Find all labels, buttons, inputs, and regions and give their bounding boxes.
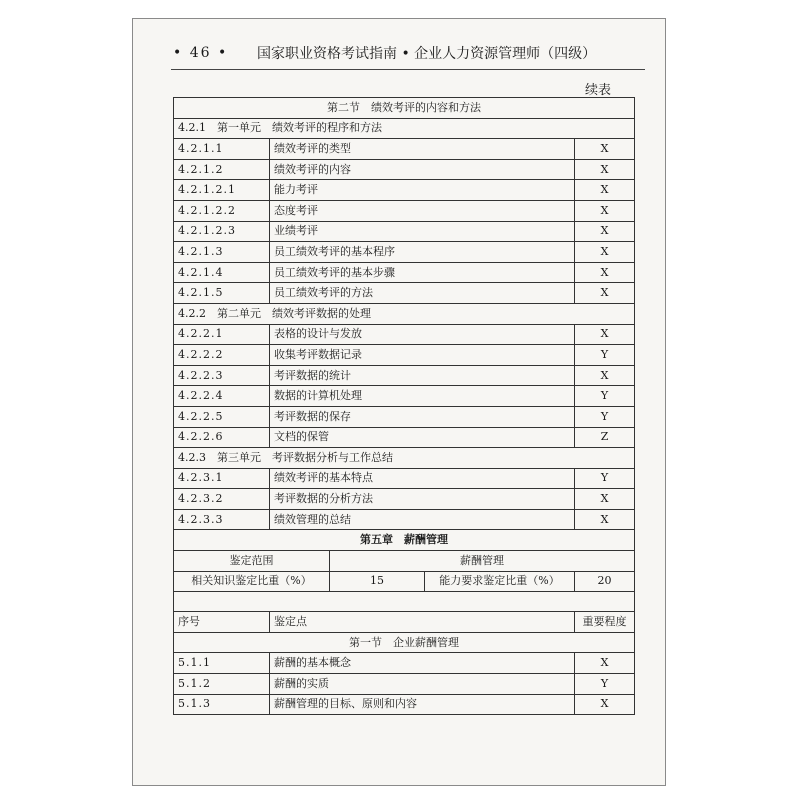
item-level: X — [575, 509, 635, 530]
item-level: X — [575, 221, 635, 242]
item-level: X — [575, 653, 635, 674]
section-title-cell: 第二节 绩效考评的内容和方法 — [174, 98, 635, 119]
table-row — [174, 489, 635, 510]
table-row — [174, 283, 635, 304]
table-row — [174, 180, 635, 201]
continued-label: 续表 — [585, 83, 612, 98]
table-row — [174, 427, 635, 448]
section-title-cell: 第一节 企业薪酬管理 — [174, 632, 635, 653]
item-code: 4.2.3.3 — [174, 509, 270, 530]
item-code: 4.2.1.4 — [174, 262, 270, 283]
item-point: 考评数据的分析方法 — [270, 489, 575, 510]
item-level: X — [575, 489, 635, 510]
table-row — [174, 365, 635, 386]
table-row — [174, 262, 635, 283]
scope-row — [174, 551, 635, 572]
assessment-table — [173, 97, 635, 715]
item-point: 薪酬的基本概念 — [270, 653, 575, 674]
item-level: Y — [575, 386, 635, 407]
item-level: X — [575, 200, 635, 221]
item-point: 绩效考评的类型 — [270, 139, 575, 160]
item-point: 绩效管理的总结 — [270, 509, 575, 530]
item-level: Z — [575, 427, 635, 448]
table-row — [174, 324, 635, 345]
table-row — [174, 674, 635, 695]
item-point: 员工绩效考评的基本程序 — [270, 242, 575, 263]
item-level: X — [575, 283, 635, 304]
item-level: X — [575, 694, 635, 715]
item-point: 态度考评 — [270, 200, 575, 221]
column-header-row — [174, 612, 635, 633]
item-code: 4.2.1.2.3 — [174, 221, 270, 242]
item-level: X — [575, 139, 635, 160]
item-point: 业绩考评 — [270, 221, 575, 242]
item-level: Y — [575, 406, 635, 427]
ability-weight-label: 能力要求鉴定比重（%） — [425, 571, 575, 592]
weight-row — [174, 571, 635, 592]
table-row — [174, 653, 635, 674]
item-point: 员工绩效考评的基本步骤 — [270, 262, 575, 283]
item-point: 收集考评数据记录 — [270, 345, 575, 366]
blank-cell — [174, 592, 635, 612]
chapter-title — [174, 530, 635, 551]
scope-label: 鉴定范围 — [174, 551, 330, 572]
header-rule — [171, 69, 645, 70]
col-point-header: 鉴定点 — [270, 612, 575, 633]
item-point: 员工绩效考评的方法 — [270, 283, 575, 304]
item-level: Y — [575, 345, 635, 366]
item-code: 4.2.1.5 — [174, 283, 270, 304]
blank-row — [174, 592, 635, 612]
table-row — [174, 242, 635, 263]
item-code: 5.1.3 — [174, 694, 270, 715]
item-code: 4.2.3.1 — [174, 468, 270, 489]
item-code: 4.2.1.2 — [174, 159, 270, 180]
running-title: 国家职业资格考试指南 • 企业人力资源管理师（四级） — [257, 46, 597, 62]
item-code: 4.2.1.1 — [174, 139, 270, 160]
page-number: • 46 • — [173, 45, 229, 61]
item-code: 4.2.3.2 — [174, 489, 270, 510]
item-level: X — [575, 262, 635, 283]
knowledge-weight-value: 15 — [330, 571, 425, 592]
table-row — [174, 159, 635, 180]
col-level-header: 重要程度 — [575, 612, 635, 633]
unit-heading-cell: 4.2.3 第三单元 考评数据分析与工作总结 — [174, 448, 635, 469]
unit-heading — [174, 448, 635, 469]
unit-heading — [174, 303, 635, 324]
unit-heading-cell: 4.2.2 第二单元 绩效考评数据的处理 — [174, 303, 635, 324]
item-code: 4.2.1.2.1 — [174, 180, 270, 201]
section-title — [174, 632, 635, 653]
table-row — [174, 509, 635, 530]
item-code: 4.2.2.1 — [174, 324, 270, 345]
item-code: 4.2.2.6 — [174, 427, 270, 448]
item-point: 数据的计算机处理 — [270, 386, 575, 407]
item-point: 绩效考评的基本特点 — [270, 468, 575, 489]
item-level: X — [575, 180, 635, 201]
item-code: 4.2.1.3 — [174, 242, 270, 263]
scope-value: 薪酬管理 — [330, 551, 635, 572]
item-point: 薪酬管理的目标、原则和内容 — [270, 694, 575, 715]
item-point: 表格的设计与发放 — [270, 324, 575, 345]
chapter-title-cell: 第五章 薪酬管理 — [174, 530, 635, 551]
item-code: 4.2.1.2.2 — [174, 200, 270, 221]
table-row — [174, 139, 635, 160]
item-code: 4.2.2.2 — [174, 345, 270, 366]
col-code-header: 序号 — [174, 612, 270, 633]
item-point: 考评数据的统计 — [270, 365, 575, 386]
item-point: 文档的保管 — [270, 427, 575, 448]
knowledge-weight-label: 相关知识鉴定比重（%） — [174, 571, 330, 592]
item-level: X — [575, 324, 635, 345]
book-page — [132, 18, 666, 786]
item-code: 4.2.2.5 — [174, 406, 270, 427]
unit-heading-cell: 4.2.1 第一单元 绩效考评的程序和方法 — [174, 118, 635, 139]
item-code: 4.2.2.3 — [174, 365, 270, 386]
unit-heading — [174, 118, 635, 139]
item-level: X — [575, 242, 635, 263]
table-row — [174, 468, 635, 489]
table-row — [174, 386, 635, 407]
item-level: X — [575, 365, 635, 386]
item-level: X — [575, 159, 635, 180]
ability-weight-value: 20 — [575, 571, 635, 592]
section-title — [174, 98, 635, 119]
item-code: 5.1.1 — [174, 653, 270, 674]
item-point: 薪酬的实质 — [270, 674, 575, 695]
table-row — [174, 221, 635, 242]
table-row — [174, 200, 635, 221]
item-point: 能力考评 — [270, 180, 575, 201]
item-point: 绩效考评的内容 — [270, 159, 575, 180]
item-point: 考评数据的保存 — [270, 406, 575, 427]
item-level: Y — [575, 468, 635, 489]
page-header — [173, 43, 643, 63]
item-level: Y — [575, 674, 635, 695]
table-row — [174, 406, 635, 427]
table-row — [174, 694, 635, 715]
table-row — [174, 345, 635, 366]
item-code: 4.2.2.4 — [174, 386, 270, 407]
item-code: 5.1.2 — [174, 674, 270, 695]
